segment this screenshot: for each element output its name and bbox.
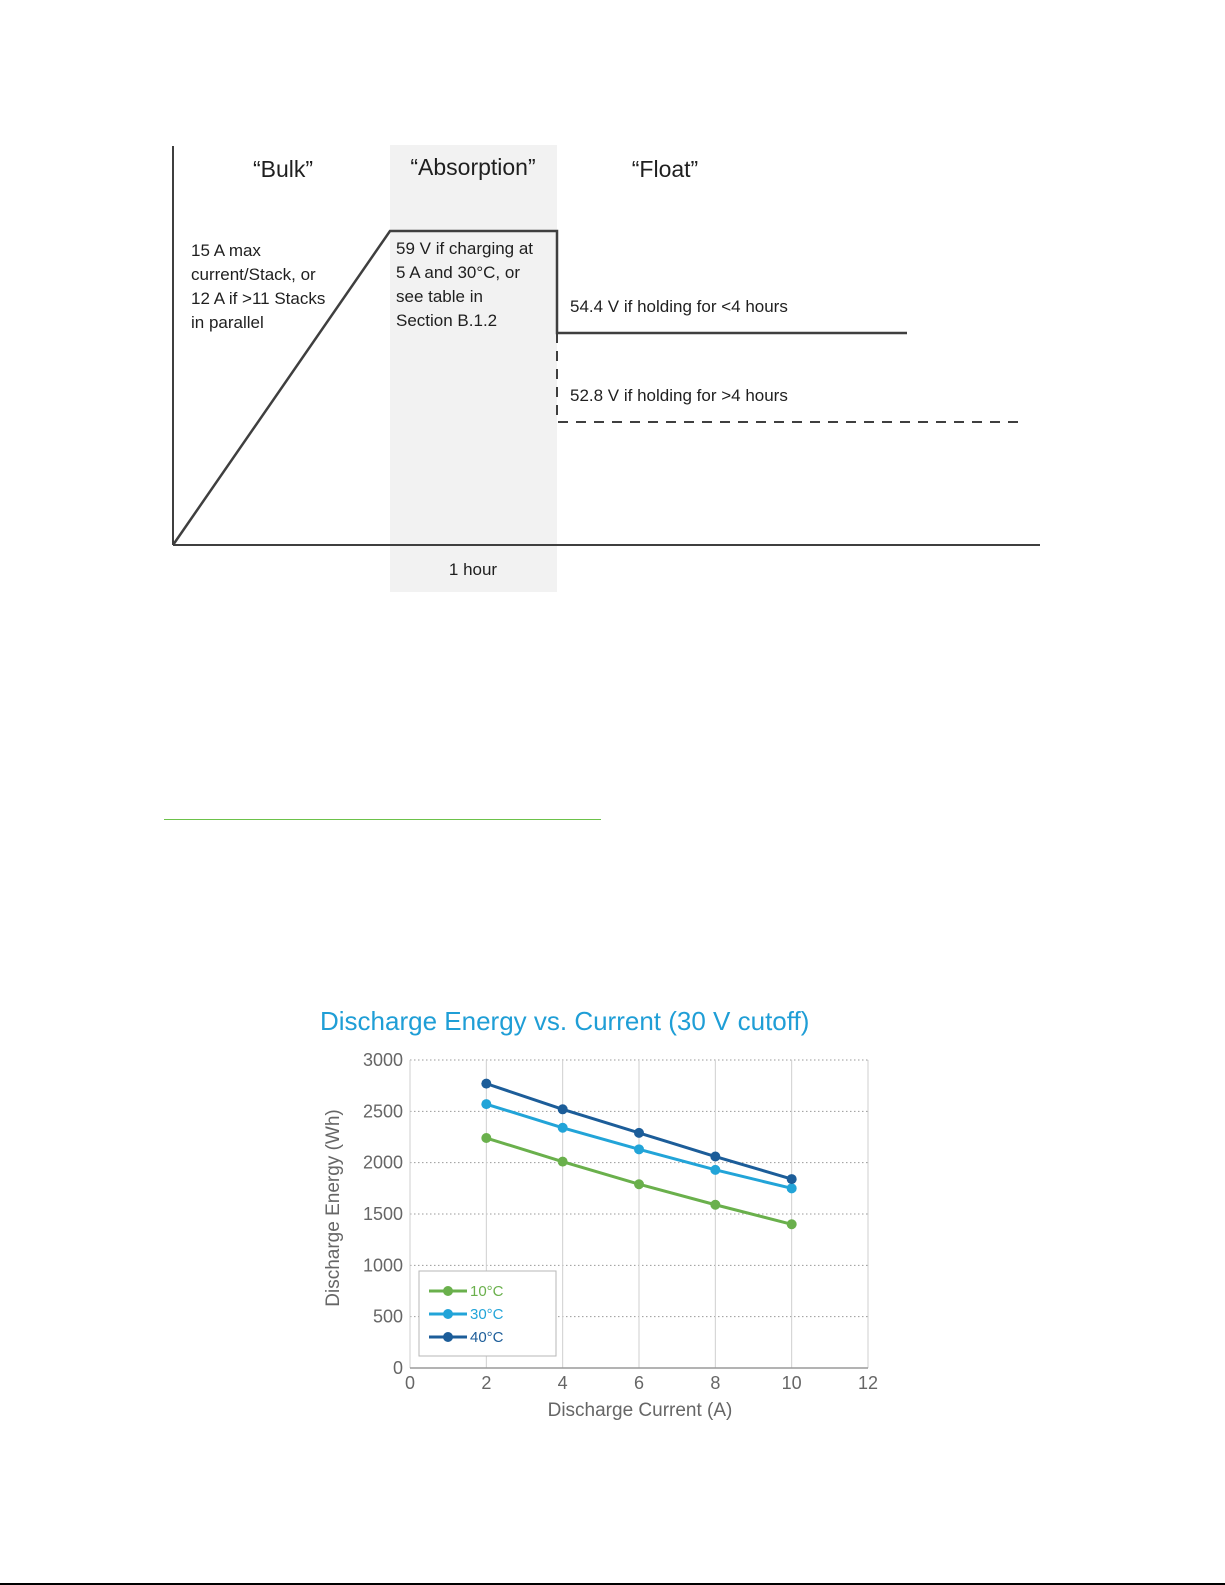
chart-legend (419, 1271, 556, 1356)
absorption-note-line: 5 A and 30°C, or (396, 263, 520, 282)
data-point (787, 1219, 797, 1229)
legend-label: 10°C (470, 1283, 504, 1300)
absorption-note-line: Section B.1.2 (396, 311, 498, 330)
x-tick-label: 8 (710, 1373, 721, 1393)
float-short-hold-label: 54.4 V if holding for <4 hours (570, 297, 788, 316)
data-point (787, 1174, 797, 1184)
x-tick-label: 4 (557, 1373, 568, 1393)
x-tick-label: 10 (781, 1373, 802, 1393)
data-point (710, 1165, 720, 1175)
y-tick-label: 2000 (362, 1152, 403, 1173)
data-point (481, 1133, 491, 1143)
y-tick-label: 0 (392, 1358, 403, 1378)
bulk-note-line: 12 A if >11 Stacks (191, 289, 326, 308)
float-long-hold-label: 52.8 V if holding for >4 hours (570, 386, 788, 405)
chart-title: Discharge Energy vs. Current (30 V cutoff) (320, 1008, 810, 1036)
charging-profile-diagram (0, 0, 1225, 620)
x-tick-label: 2 (481, 1373, 492, 1393)
legend-swatch-dot (443, 1309, 453, 1319)
data-point (634, 1179, 644, 1189)
legend-label: 40°C (470, 1329, 504, 1346)
legend-label: 30°C (470, 1306, 504, 1323)
absorption-duration-label: 1 hour (448, 560, 498, 579)
bulk-note-line: 15 A max (191, 241, 261, 260)
data-point (710, 1200, 720, 1210)
y-tick-label: 500 (372, 1306, 403, 1327)
x-tick-label: 0 (404, 1373, 416, 1393)
data-point (787, 1183, 797, 1193)
legend-swatch-dot (443, 1332, 453, 1342)
x-tick-label: 12 (857, 1373, 879, 1393)
x-tick-label: 6 (633, 1373, 645, 1393)
phase-label-absorption: “Absorption” (410, 154, 536, 180)
y-tick-label: 3000 (362, 1050, 403, 1070)
data-point (558, 1123, 568, 1133)
y-tick-label: 1500 (362, 1204, 403, 1224)
phase-label-float: “Float” (631, 156, 699, 182)
data-point (710, 1152, 720, 1162)
bulk-note-line: current/Stack, or (191, 265, 316, 284)
data-point (634, 1128, 644, 1138)
y-tick-label: 2500 (362, 1101, 403, 1122)
x-axis-title: Discharge Current (A) (547, 1400, 733, 1421)
profile-long-float-line (557, 333, 1020, 422)
absorption-band (390, 145, 557, 592)
data-point (558, 1157, 568, 1167)
absorption-note-line: see table in (396, 287, 483, 306)
legend-swatch-dot (443, 1286, 453, 1296)
y-axis-title: Discharge Energy (Wh) (323, 1109, 344, 1307)
data-point (558, 1104, 568, 1114)
discharge-energy-chart (310, 1008, 890, 1448)
data-point (634, 1144, 644, 1154)
data-point (481, 1099, 491, 1109)
section-divider (164, 819, 601, 820)
absorption-note-line: 59 V if charging at (396, 239, 534, 258)
phase-label-bulk: “Bulk” (252, 156, 314, 182)
y-tick-label: 1000 (362, 1255, 403, 1276)
bulk-note-line: in parallel (191, 313, 264, 332)
data-point (481, 1079, 491, 1089)
